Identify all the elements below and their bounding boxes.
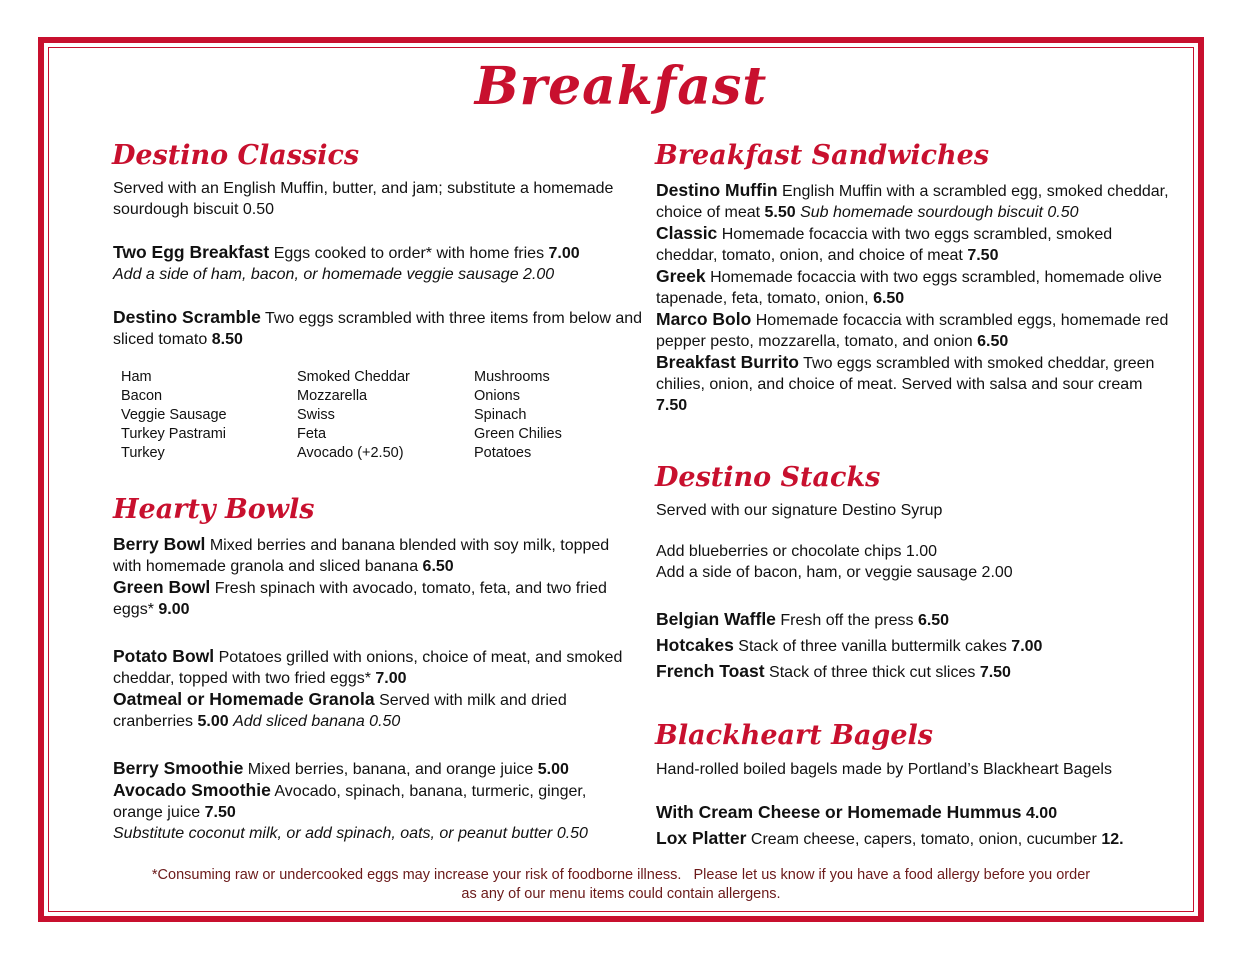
item-description: Potatoes grilled with onions, choice of meat, and smoked cheddar, topped with two fried eggs* — [113, 649, 623, 687]
section-heading-stacks: Destino Stacks — [655, 462, 881, 493]
menu-item — [656, 266, 1176, 309]
item-description: Served with milk and dried cranberries — [113, 692, 567, 730]
menu-item — [113, 780, 633, 823]
menu-item — [113, 646, 633, 689]
item-price: 6.50 — [873, 290, 905, 307]
disclaimer-line: *Consuming raw or undercooked eggs may increase your risk of foodborne illness. Please let us know if you have a food allergy before you order — [151, 867, 1091, 883]
item-name: Green Bowl — [113, 577, 211, 597]
item-description: Two eggs scrambled with smoked cheddar, green chilies, onion, and choice of meat. Served with salsa and sour cream — [656, 355, 1155, 393]
stacks-section — [656, 500, 1176, 685]
menu-item — [656, 826, 1176, 852]
section-heading-sandwiches: Breakfast Sandwiches — [655, 140, 990, 171]
item-price: 6.50 — [422, 558, 454, 575]
item-description: Avocado, spinach, banana, turmeric, ginger, orange juice — [113, 783, 587, 821]
option-item: Smoked Cheddar — [297, 369, 410, 385]
option-item: Potatoes — [474, 445, 532, 461]
item-price: 12. — [1101, 831, 1124, 848]
item-description: Eggs cooked to order* with home fries — [273, 245, 545, 262]
bagels-intro: Hand-rolled boiled bagels made by Portland’s Blackheart Bagels — [656, 761, 1112, 778]
option-item: Swiss — [297, 407, 335, 423]
menu-item — [113, 689, 633, 732]
item-description: Fresh off the press — [780, 612, 914, 629]
item-description: Stack of three vanilla buttermilk cakes — [738, 638, 1007, 655]
menu-item — [656, 352, 1176, 416]
options-column-meats — [121, 368, 297, 463]
option-item: Onions — [474, 388, 520, 404]
item-price: 7.00 — [1011, 638, 1043, 655]
item-price: 8.50 — [211, 331, 243, 348]
item-price: 7.00 — [548, 245, 580, 262]
item-note: Add sliced banana 0.50 — [233, 713, 401, 730]
item-name: Berry Smoothie — [113, 758, 244, 778]
item-description: Mixed berries and banana blended with soy milk, topped with homemade granola and sliced banana — [113, 537, 610, 575]
item-name: Potato Bowl — [113, 646, 215, 666]
item-price: 9.00 — [158, 601, 190, 618]
item-note: Substitute coconut milk, or add spinach, oats, or peanut butter 0.50 — [113, 825, 588, 842]
item-name: With Cream Cheese or Homemade Hummus — [656, 802, 1022, 822]
option-item: Avocado (+2.50) — [297, 445, 404, 461]
menu-item — [656, 607, 1176, 633]
menu-title: Breakfast — [474, 56, 768, 117]
item-name: Classic — [656, 223, 718, 243]
item-price: 5.50 — [764, 204, 796, 221]
item-description: Stack of three thick cut slices — [769, 664, 976, 681]
item-name: Marco Bolo — [656, 309, 752, 329]
option-item: Turkey Pastrami — [121, 426, 227, 442]
classics-section — [113, 178, 643, 350]
item-price: 5.00 — [537, 761, 569, 778]
option-item: Bacon — [121, 388, 163, 404]
disclaimer-line: as any of our menu items could contain allergens. — [461, 886, 781, 902]
item-description: English Muffin with a scrambled egg, smoked cheddar, choice of meat — [656, 183, 1169, 221]
menu-item — [113, 534, 633, 577]
item-price: 7.50 — [967, 247, 999, 264]
menu-item — [656, 659, 1176, 685]
item-price: 6.50 — [917, 612, 950, 629]
item-note: Add a side of ham, bacon, or homemade veggie sausage 2.00 — [113, 266, 555, 283]
section-heading-classics: Destino Classics — [112, 140, 360, 171]
item-name: Greek — [656, 266, 706, 286]
bagels-section — [656, 759, 1176, 852]
option-item: Veggie Sausage — [121, 407, 227, 423]
menu-item — [656, 223, 1176, 266]
item-description: Fresh spinach with avocado, tomato, feta, and two fried eggs* — [113, 580, 607, 618]
option-item: Turkey — [121, 445, 165, 461]
menu-item — [656, 180, 1176, 223]
item-name: Destino Scramble — [113, 307, 261, 327]
item-price: 7.50 — [656, 397, 688, 414]
item-name: Destino Muffin — [656, 180, 778, 200]
item-name: Breakfast Burrito — [656, 352, 799, 372]
option-item: Green Chilies — [474, 426, 562, 442]
item-note: Sub homemade sourdough biscuit 0.50 — [800, 204, 1079, 221]
item-description: Cream cheese, capers, tomato, onion, cucumber — [750, 831, 1097, 848]
item-name: Oatmeal or Homemade Granola — [113, 689, 375, 709]
menu-item — [656, 309, 1176, 352]
item-description: Mixed berries, banana, and orange juice — [247, 761, 534, 778]
bowls-section — [113, 534, 633, 844]
item-price: 6.50 — [977, 333, 1009, 350]
item-price: 7.50 — [979, 664, 1011, 681]
menu-item — [656, 800, 1176, 826]
menu-item — [113, 758, 633, 780]
item-name: Belgian Waffle — [656, 609, 776, 629]
item-price: 7.50 — [204, 804, 236, 821]
section-heading-bowls: Hearty Bowls — [113, 494, 315, 525]
menu-item — [656, 633, 1176, 659]
item-description: Homemade focaccia with two eggs scrambled, smoked cheddar, tomato, onion, and choice of meat — [656, 226, 1113, 264]
item-name: Avocado Smoothie — [113, 780, 271, 800]
section-heading-bagels: Blackheart Bagels — [655, 720, 933, 751]
sandwiches-section — [656, 180, 1176, 416]
scramble-options-grid — [121, 368, 621, 463]
allergen-disclaimer — [60, 866, 1182, 904]
item-name: Berry Bowl — [113, 534, 206, 554]
options-column-cheeses — [297, 368, 474, 463]
item-description: Homemade focaccia with two eggs scrambled, homemade olive tapenade, feta, tomato, onion, — [656, 269, 1162, 307]
menu-item — [113, 307, 643, 350]
item-price: 5.00 — [197, 713, 229, 730]
menu-item — [113, 242, 643, 264]
classics-intro: Served with an English Muffin, butter, and jam; substitute a homemade sourdough biscuit 0.50 — [113, 180, 614, 218]
item-description: Homemade focaccia with scrambled eggs, homemade red pepper pesto, mozzarella, tomato, and onion — [656, 312, 1169, 350]
menu-item — [113, 577, 633, 620]
item-name: French Toast — [656, 661, 765, 681]
option-item: Ham — [121, 369, 152, 385]
item-description: Two eggs scrambled with three items from below and sliced tomato — [113, 310, 643, 348]
item-name: Two Egg Breakfast — [113, 242, 270, 262]
stacks-intro: Served with our signature Destino Syrup — [656, 502, 943, 519]
stacks-addon: Add blueberries or chocolate chips 1.00 — [656, 543, 938, 560]
options-column-veggies — [474, 368, 624, 463]
option-item: Mozzarella — [297, 388, 368, 404]
item-price: 7.00 — [375, 670, 407, 687]
option-item: Mushrooms — [474, 369, 550, 385]
option-item: Feta — [297, 426, 327, 442]
stacks-addon: Add a side of bacon, ham, or veggie sausage 2.00 — [656, 564, 1013, 581]
item-price: 4.00 — [1025, 805, 1058, 822]
option-item: Spinach — [474, 407, 527, 423]
item-name: Lox Platter — [656, 828, 747, 848]
item-name: Hotcakes — [656, 635, 734, 655]
